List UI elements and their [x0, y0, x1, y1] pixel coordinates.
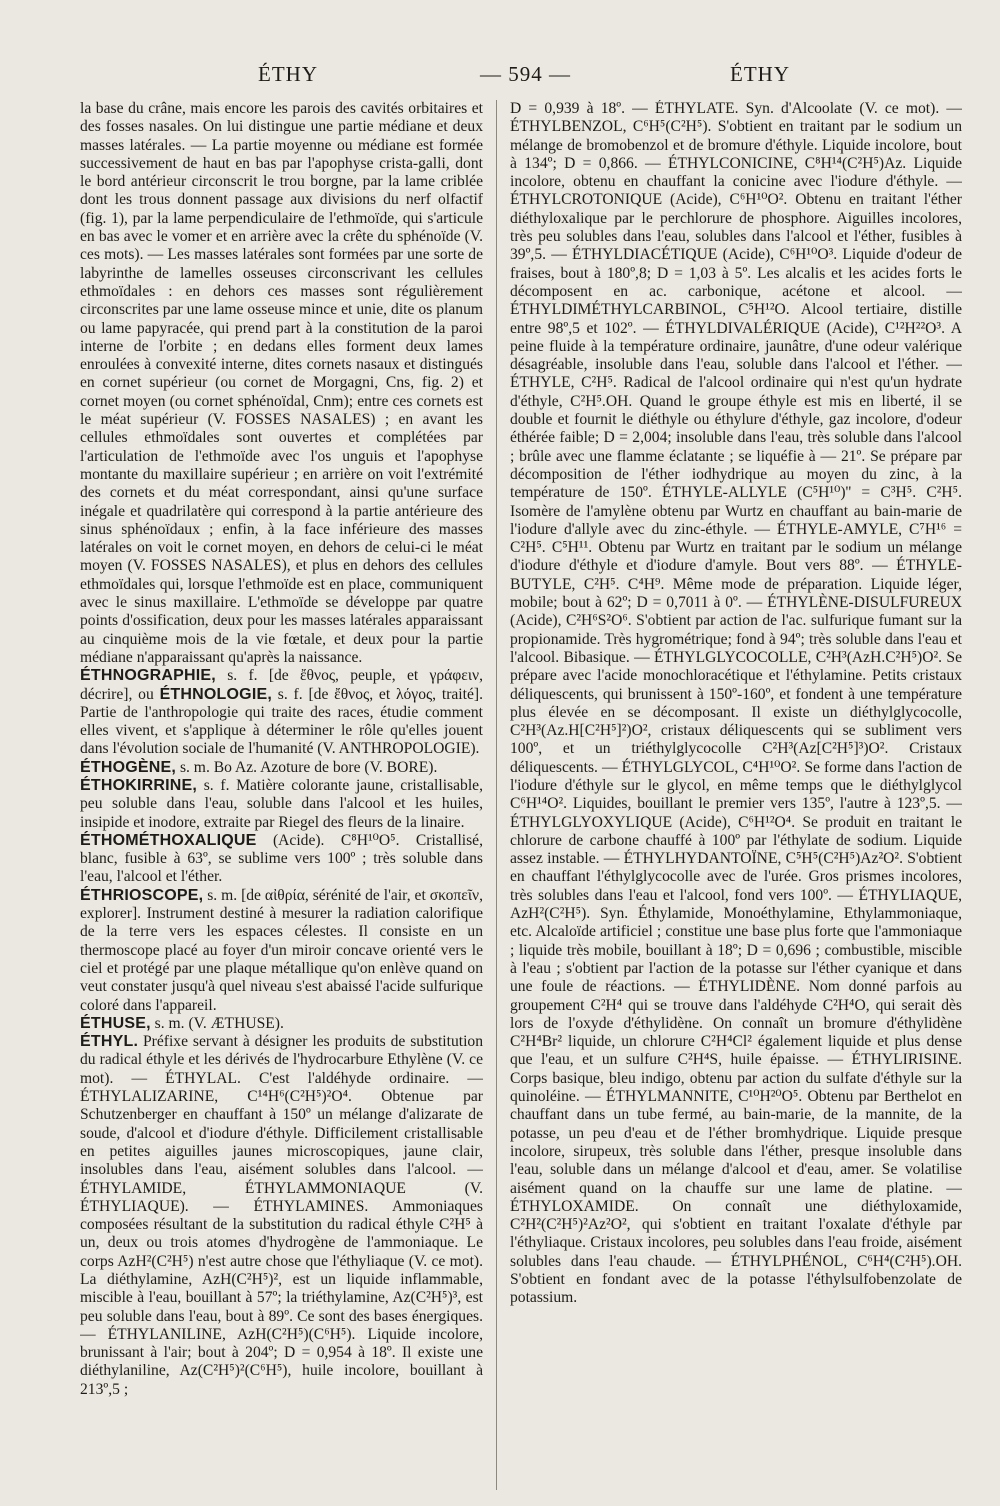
headword: ÉTHOGÈNE,: [80, 758, 177, 776]
header-left-guideword: ÉTHY: [258, 62, 318, 86]
entry-ethomethoxalique: [80, 832, 483, 887]
entry-text: Préfixe servant à désigner les produits de substitution du radical éthyle et les dérivés de l'hydrocarbure Ethylène (V. ce mot). — ÉTHYLAL. C'est l'aldéhyde ordinaire. — ÉTHYLALIZARINE, C¹⁴H⁶(C²H⁵)²O⁴. Obtenue par Schutzenberger en chauffant à 150º un mélange d'alizarate de soude, d'alcool et d'iodure d'éthyle. Difficilement cristallisable en petites aiguilles jaunes microscopiques, jaune clair, insolubles dans l'eau, aisément solubles dans l'alcool. — ÉTHYLAMIDE, ÉTHYLAMMONIAQUE (V. ÉTHYLIAQUE). — ÉTHYLAMINES. Ammoniaques composées résultant de la substitution du radical éthyle C²H⁵ à un, deux ou trois atomes d'hydrogène de l'ammoniaque. Le corps AzH²(C²H⁵) n'est autre chose que l'éthyliaque (V. ce mot). La diéthylamine, AzH(C²H⁵)², est un liquide inflammable, miscible à l'eau, bouillant à 57º; la triéthylamine, Az(C²H⁵)³, est peu soluble dans l'eau, bout à 89º. Ce sont des bases énergiques. — ÉTHYLANILINE, AzH(C²H⁵)(C⁶H⁵). Liquide incolore, brunissant à l'air; bout à 204º; D = 0,954 à 18º. Il existe une diéthylaniline, Az(C²H⁵)²(C⁶H⁵), huile incolore, bouillant à 213º,5 ;: [80, 1033, 483, 1398]
entry-text: s. m. (V. ÆTHUSE).: [150, 1014, 284, 1032]
right-column: [510, 100, 962, 1490]
entry-ethrioscope: [80, 887, 483, 1015]
headword: ÉTHUSE,: [80, 1014, 151, 1032]
left-column: [80, 100, 483, 1490]
entry-text: s. m. [de αἰθρία, sérénité de l'air, et σκοπεῖν, explorer]. Instrument destiné à mesurer la radiation calorifique de la terre vers les espaces célestes. Il consiste en un thermoscope placé au foyer d'un miroir concave orienté vers le ciel et protégé par une plaque métallique qu'on enlève quand on veut constater jusqu'à quel niveau s'est abaissé l'acide sulfurique coloré dans l'appareil.: [80, 886, 483, 1014]
headword: ÉTHOKIRRINE,: [80, 776, 198, 794]
ethmoide-continuation: la base du crâne, mais encore les parois des cavités orbitaires et des fosses nasales. On lui distingue une partie médiane et deux masses latérales. — La partie moyenne ou médiane est formée successivement de haut en bas par l'apophyse crista-galli, dont le bord antérieur circonscrit le trou borgne, par la lame criblée dont les trous donnent passage aux divisions du nerf olfactif (fig. 1), par la lame perpendiculaire de l'ethmoïde, qui s'articule en bas avec le vomer et en arrière avec la crête du sphénoïde (V. ces mots). — Les masses latérales sont formées par une sorte de labyrinthe de lamelles osseuses circonscrivant les cellules ethmoïdales : en dehors ces masses sont régulièrement circonscrites par une lame osseuse mince et unie, dite os planum ou lame papyracée, qui prend part à la constitution de la paroi interne de l'orbite ; en dedans elles forment deux lames enroulées à convexité interne, dites cornets nasaux et distingués en cornet supérieur (ou cornet de Morgagni, Cns, fig. 2) et cornet moyen (ou cornet sphénoïdal, Cnm); entre ces cornets est le méat supérieur (V. FOSSES NASALES) ; en avant les cellules ethmoïdales sont ouvertes et complétées par l'articulation de l'ethmoïde avec l'os unguis et l'apophyse montante du maxillaire supérieur ; en arrière on voit l'extrémité des cornets et du méat correspondant, ainsi qu'une surface inégale et quadrilatère qui correspond à la partie antérieure des sinus sphénoïdaux ; enfin, à la face inférieure des masses latérales on voit le cornet moyen, en dehors de celui-ci le méat moyen (V. FOSSES NASALES), et plus en dehors des cellules ethmoïdales qui, lorsque l'ethmoïde est en place, communiquent avec le sinus maxillaire. L'ethmoïde se développe par quatre points d'ossification, deux pour les masses latérales apparaissant au cinquième mois de la vie fœtale, et deux pour la partie médiane n'apparaissant qu'après la naissance.: [80, 100, 483, 666]
entry-ethnographie: [80, 667, 483, 758]
headword: ÉTHOMÉTHOXALIQUE: [80, 831, 257, 849]
entry-ethuse: [80, 1015, 483, 1033]
headword: ÉTHNOGRAPHIE,: [80, 667, 216, 685]
entry-text: s. f. [de ἔθνος, peuple, et γράφειν, décrire], ou: [80, 667, 483, 703]
entry-ethokirrine: [80, 777, 483, 832]
headword: ÉTHYL.: [80, 1033, 139, 1051]
entry-ethyl: [80, 1033, 483, 1399]
entry-text: (Acide). C⁸H¹⁰O⁵. Cristallisé, blanc, fusible à 63º, se sublime vers 100º ; très soluble dans l'eau, l'alcool et l'éther.: [80, 831, 483, 886]
entry-ethogene: [80, 759, 483, 777]
entry-text: s. f. Matière colorante jaune, cristallisable, peu soluble dans l'eau, soluble dans l'alcool et les huiles, insipide et inodore, extraite par Riegel des fleurs de la linaire.: [80, 776, 483, 831]
header-right-guideword: ÉTHY: [730, 62, 790, 86]
entry-text: s. f. [de ἔθνος, et λόγος, traité]. Partie de l'anthropologie qui traite des races, étudie comment elles vivent, et s'applique à déterminer le rôle qu'elles jouent dans l'évolution sociale de l'humanité (V. ANTHROPOLOGIE).: [80, 685, 483, 758]
running-head: [0, 62, 1000, 92]
entry-text: s. m. Bo Az. Azoture de bore (V. BORE).: [176, 758, 438, 776]
headword: ÉTHNOLOGIE,: [159, 685, 272, 703]
column-divider: [496, 100, 497, 1490]
headword: ÉTHRIOSCOPE,: [80, 886, 204, 904]
ethyl-continuation: D = 0,939 à 18º. — ÉTHYLATE. Syn. d'Alcoolate (V. ce mot). — ÉTHYLBENZOL, C⁶H⁵(C²H⁵). S'obtient en traitant par le sodium un mélange de bromobenzol et de bromure d'éthyle. Liquide incolore, bout à 134º; D = 0,866. — ÉTHYLCONICINE, C⁸H¹⁴(C²H⁵)Az. Liquide incolore, obtenu en chauffant la conicine avec l'iodure d'éthyle. — ÉTHYLCROTONIQUE (Acide), C⁶H¹⁰O². Obtenu en traitant l'éther diéthyloxalique par le perchlorure de phosphore. Aiguilles incolores, très peu solubles dans l'eau, solubles dans l'alcool et l'éther, fusibles à 39º,5. — ÉTHYLDIACÉTIQUE (Acide), C⁶H¹⁰O³. Liquide d'odeur de fraises, bout à 180º,8; D = 1,03 à 5º. Les alcalis et les acides forts le décomposent en ac. carbonique, acétone et alcool. — ÉTHYLDIMÉTHYLCARBINOL, C⁵H¹²O. Alcool tertiaire, distille entre 98º,5 et 102º. — ÉTHYLDIVALÉRIQUE (Acide), C¹²H²²O³. A peine fluide à la température ordinaire, jaunâtre, d'une odeur valérique désagréable, insoluble dans l'eau, soluble dans l'alcool et l'éther. — ÉTHYLE, C²H⁵. Radical de l'alcool ordinaire qui n'est qu'un hydrate d'éthyle, C²H⁵.OH. Quand le groupe éthyle est mis en liberté, il se double et fournit le diéthyle ou éthylure d'éthyle, gaz incolore, d'odeur éthérée faible; D = 2,004; insoluble dans l'eau, très soluble dans l'alcool ; brûle avec une flamme éclatante ; se liquéfie à — 21º. Se prépare par décomposition de l'éther iodhydrique au moyen du zinc, à la température de 150º. ÉTHYLE-ALLYLE (C⁵H¹⁰)'' = C³H⁵. C²H⁵. Isomère de l'amylène obtenu par Wurtz en chauffant au bain-marie de l'iodure d'allyle avec du zinc-éthyle. — ÉTHYLE-AMYLE, C⁷H¹⁶ = C²H⁵. C⁵H¹¹. Obtenu par Wurtz en traitant par le sodium un mélange d'iodure d'éthyle et d'iodure d'amyle. Bout vers 88º. — ÉTHYLE-BUTYLE, C²H⁵. C⁴H⁹. Même mode de préparation. Liquide léger, mobile; bout à 62º; D = 0,7011 à 0º. — ÉTHYLÈNE-DISULFUREUX (Acide), C²H⁶S²O⁶. S'obtient par action de l'ac. sulfurique fumant sur la propionamide. Très hygrométrique; fond à 94º; très soluble dans l'eau et l'alcool. Bibasique. — ÉTHYLGLYCOCOLLE, C²H³(AzH.C²H⁵)O². Se prépare avec l'acide monochloracétique et l'éthylamine. Petits cristaux déliquescents, qui brunissent à 150º-160º, et fondent à une température plus élevée en se décomposant. Il existe un diéthylglycocolle, C²H³(Az.H[C²H⁵]²)O², cristaux déliquescents qui se subliment vers 100º, et un triéthylglycocolle C²H³(Az[C²H⁵]³)O². Cristaux déliquescents. — ÉTHYLGLYCOL, C⁴H¹⁰O². Se forme dans l'action de l'iodure d'éthyle sur le glycol, en même temps que le diéthylglycol C⁶H¹⁴O². Liquides, bouillant le premier vers 135º, l'autre à 123º,5. — ÉTHYLGLYOXYLIQUE (Acide), C⁶H¹²O⁴. Se produit en traitant le chlorure de carbone chauffé à 100º par l'éthylate de sodium. Liquide assez instable. — ÉTHYLHYDANTOÏNE, C⁵H⁵(C²H⁵)Az²O². S'obtient en chauffant l'éthylglycocolle avec de l'urée. Gros prismes incolores, très solubles dans l'eau et l'alcool, fond vers 100º. — ÉTHYLIAQUE, AzH²(C²H⁵). Syn. Éthylamide, Monoéthylamine, Ethylammoniaque, etc. Alcaloïde artificiel ; constitue une base plus forte que l'ammoniaque ; liquide très mobile, bouillant à 18º; D = 0,696 ; combustible, miscible à l'eau ; s'obtient par l'action de la potasse sur l'éther cyanique et dans une foule de réactions. — ÉTHYLIDÈNE. Nom donné parfois au groupement C²H⁴ qui se trouve dans l'aldéhyde C²H⁴O, qui serait dès lors de l'oxyde d'éthylidène. On connaît un bromure d'éthylidène C²H⁴Br² liquide, un chlorure C²H⁴Cl² également liquide et plus dense que l'eau, et un sulfure C²H⁴S, huile épaisse. — ÉTHYLIRISINE. Corps basique, bleu indigo, obtenu par action du sulfate d'éthyle sur la quinoléine. — ÉTHYLMANNITE, C¹⁰H²⁰O⁵. Obtenu par Berthelot en chauffant dans un tube fermé, au bain-marie, de la mannite, de la potasse, un peu d'eau et de l'éther bromhydrique. Liquide presque incolore, sirupeux, très soluble dans l'éther, presque insoluble dans l'eau, soluble dans un mélange d'alcool et d'eau, amer. Se volatilise aisément quand on la chauffe sur une lame de platine. — ÉTHYLOXAMIDE. On connaît une diéthyloxamide, C²H²(C²H⁵)²Az²O², qui s'obtient en traitant l'oxalate d'éthyle par l'éthyliaque. Cristaux incolores, peu solubles dans l'eau froide, aisément solubles dans l'eau chaude. — ÉTHYLPHÉNOL, C⁶H⁴(C²H⁵).OH. S'obtient en fondant avec de la potasse l'éthylsulfobenzolate de potassium.: [510, 100, 962, 1307]
page-number: — 594 —: [480, 62, 571, 86]
